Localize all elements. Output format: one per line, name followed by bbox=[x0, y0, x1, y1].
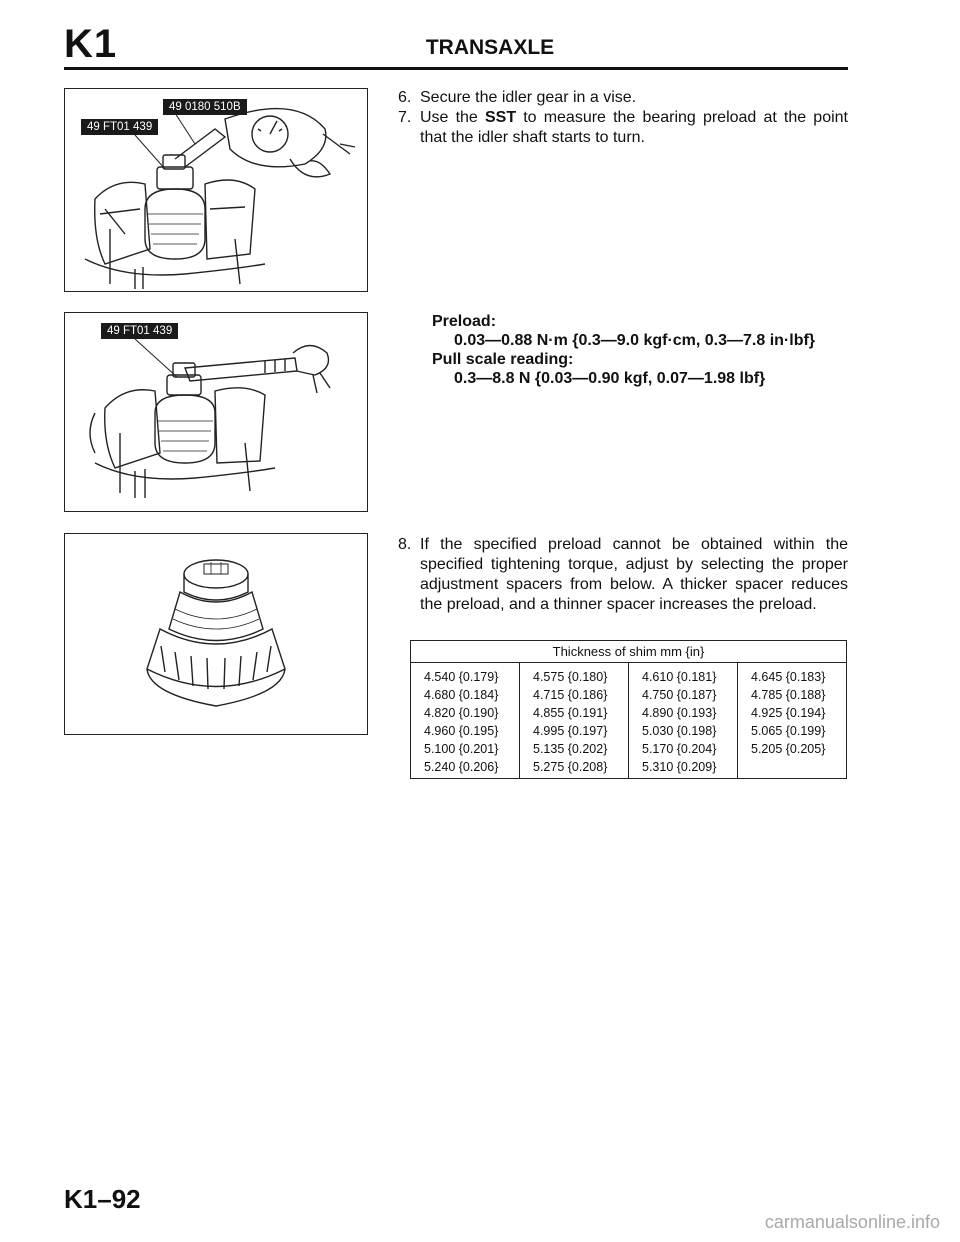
step-number: 6. bbox=[398, 89, 412, 106]
table-cell bbox=[738, 758, 847, 779]
figure-preload-pull-scale bbox=[64, 88, 368, 292]
table-cell: 5.065 {0.199} bbox=[738, 722, 847, 740]
step-7 bbox=[398, 108, 848, 148]
table-cell: 4.610 {0.181} bbox=[629, 663, 738, 687]
step-number: 8. bbox=[398, 536, 412, 553]
pull-scale-value: 0.3—8.8 N {0.03—0.90 kgf, 0.07—1.98 lbf} bbox=[454, 370, 766, 387]
table-row bbox=[411, 722, 847, 740]
table-cell: 5.205 {0.205} bbox=[738, 740, 847, 758]
table-cell: 5.030 {0.198} bbox=[629, 722, 738, 740]
step-text-part: Use the bbox=[420, 109, 485, 126]
table-header: Thickness of shim mm {in} bbox=[411, 641, 847, 663]
header-rule bbox=[64, 67, 848, 70]
step-text: If the specified preload cannot be obtained within the specified tightening torque, adjust by selecting the proper adjustment spacers from below. A thicker spacer reduces the preload, and a thinner spacer increases the preload. bbox=[420, 536, 848, 613]
page-title bbox=[0, 36, 960, 60]
step-text-part: to measure the bearing preload at the point that the idler shaft starts to turn. bbox=[420, 109, 848, 146]
pull-scale-label: Pull scale reading: bbox=[432, 351, 574, 368]
table-cell: 5.240 {0.206} bbox=[411, 758, 520, 779]
table-cell: 4.715 {0.186} bbox=[520, 686, 629, 704]
table-cell: 4.750 {0.187} bbox=[629, 686, 738, 704]
page-title-text: TRANSAXLE bbox=[425, 36, 555, 59]
shim-thickness-table bbox=[410, 640, 847, 779]
step-text: Secure the idler gear in a vise. bbox=[420, 89, 637, 106]
table-row bbox=[411, 686, 847, 704]
page-number: K1–92 bbox=[64, 1184, 141, 1214]
bearing-illustration bbox=[65, 534, 367, 734]
table-cell: 4.855 {0.191} bbox=[520, 704, 629, 722]
table-cell: 4.680 {0.184} bbox=[411, 686, 520, 704]
table-cell: 4.960 {0.195} bbox=[411, 722, 520, 740]
table-cell: 4.890 {0.193} bbox=[629, 704, 738, 722]
table-row bbox=[411, 704, 847, 722]
table-cell: 5.310 {0.209} bbox=[629, 758, 738, 779]
figure-bearing-spacer bbox=[64, 533, 368, 735]
step-text-bold: SST bbox=[484, 109, 517, 126]
table-cell: 5.100 {0.201} bbox=[411, 740, 520, 758]
table-cell: 5.170 {0.204} bbox=[629, 740, 738, 758]
table-row bbox=[411, 740, 847, 758]
table-cell: 4.925 {0.194} bbox=[738, 704, 847, 722]
preload-spec bbox=[432, 312, 872, 388]
table-cell: 5.135 {0.202} bbox=[520, 740, 629, 758]
preload-value: 0.03—0.88 N·m {0.3—9.0 kgf·cm, 0.3—7.8 in·lbf} bbox=[454, 332, 816, 349]
table-row bbox=[411, 758, 847, 779]
step-text bbox=[420, 108, 848, 148]
table-cell: 4.540 {0.179} bbox=[411, 663, 520, 687]
table-cell: 5.275 {0.208} bbox=[520, 758, 629, 779]
tool-tag: 49 FT01 439 bbox=[101, 323, 178, 339]
figure-preload-torque-wrench bbox=[64, 312, 368, 512]
section-code: K1 bbox=[64, 22, 118, 66]
step-number: 7. bbox=[398, 109, 412, 126]
table-cell: 4.820 {0.190} bbox=[411, 704, 520, 722]
table-row bbox=[411, 663, 847, 687]
table-cell: 4.995 {0.197} bbox=[520, 722, 629, 740]
table-cell: 4.645 {0.183} bbox=[738, 663, 847, 687]
step-8 bbox=[398, 535, 848, 615]
tool-tag: 49 0180 510B bbox=[163, 99, 247, 115]
preload-label: Preload: bbox=[432, 313, 497, 330]
table-cell: 4.575 {0.180} bbox=[520, 663, 629, 687]
step-6 bbox=[398, 88, 848, 108]
tool-tag: 49 FT01 439 bbox=[81, 119, 158, 135]
torque-wrench-illustration bbox=[65, 313, 367, 511]
watermark: carmanualsonline.info bbox=[764, 1212, 940, 1232]
table-cell: 4.785 {0.188} bbox=[738, 686, 847, 704]
